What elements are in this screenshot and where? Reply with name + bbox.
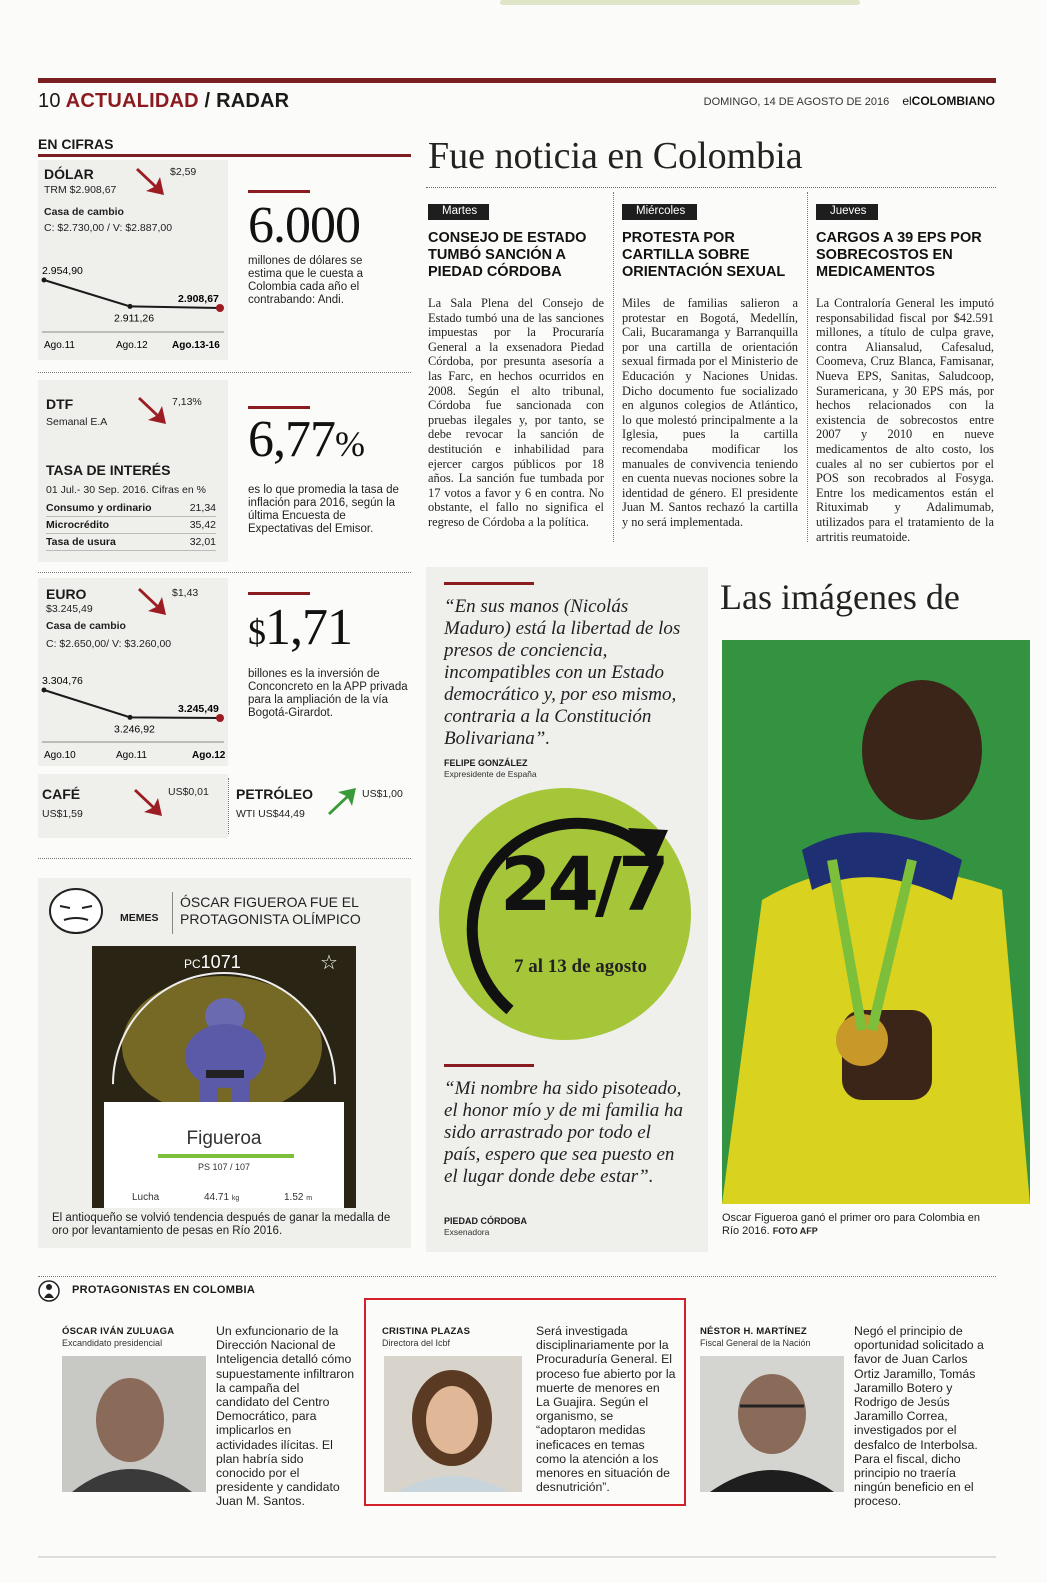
euro-change: $1,43 [172, 587, 199, 599]
meme-height-value: 1.52 [284, 1192, 304, 1203]
dolar-tick-label: Ago.11 [44, 340, 75, 351]
fue-noticia-rule [426, 187, 996, 188]
euro-data-label: 3.245,49 [178, 703, 219, 715]
news-1-body: La Sala Plena del Consejo de Estado tumbó una de las sanciones impuestas por la Procuraría General a la exsenadora Piedad Córdoba, por presunta asesoría a las Farc, en hechos ocurridos en 2008. Según el alto tribunal, Córdoba fue sancionada con pruebas ilegales y, por tanto, se debe revocar la sanción de destitución e inhabilidad para ejercer cargos públicos por 18 años. La sanción fue tumbada por 17 votos a favor y 6 en contra. No obstante, el fallo no significa el regreso de Córdoba a la política. [428, 296, 604, 529]
tasa-row-value: 21,34 [182, 500, 216, 517]
euro-value: $3.245,49 [46, 603, 93, 615]
dolar-point [42, 278, 47, 283]
dolar-casa-values: C: $2.730,00 / V: $2.887,00 [44, 222, 173, 234]
cifras-title: EN CIFRAS [38, 136, 114, 152]
meme-weight [204, 1192, 239, 1203]
stat-3-value [248, 598, 352, 657]
meme-face-icon [46, 886, 106, 936]
meme-card [92, 946, 356, 1208]
prot-3-role: Fiscal General de la Nación [700, 1338, 811, 1348]
fue-noticia-title: Fue noticia en Colombia [428, 135, 803, 177]
quote-2-bar [444, 1064, 534, 1067]
prot-1-name: ÓSCAR IVÁN ZULUAGA [62, 1326, 175, 1337]
brand-prefix: el [902, 94, 912, 108]
section-name: ACTUALIDAD [65, 90, 199, 112]
cifras-bottom-sep [38, 858, 411, 859]
news-col-sep [613, 192, 614, 542]
meme-cp-value: 1071 [200, 952, 241, 972]
table-row [46, 500, 216, 517]
news-col-sep [807, 192, 808, 542]
tasa-period: 01 Jul.- 30 Sep. 2016. Cifras en % [46, 484, 206, 496]
cifras-dotted-sep [38, 572, 411, 573]
cafe-change: US$0,01 [168, 786, 209, 798]
imagenes-title: Las imágenes de [720, 577, 960, 617]
stat-2-desc: es lo que promedia la tasa de inflación para 2016, según la última Encuesta de Expectativas del Emisor. [248, 484, 399, 535]
dolar-data-label: 2.911,26 [114, 312, 155, 325]
memes-label: MEMES [120, 912, 159, 924]
dolar-point [128, 304, 133, 309]
top-scrap [500, 0, 860, 5]
meme-type: Lucha [132, 1192, 160, 1203]
tasa-row-value: 35,42 [182, 517, 216, 534]
memes-title: ÓSCAR FIGUEROA FUE EL PROTAGONISTA OLÍMPICO [180, 894, 361, 927]
tasa-row-name: Consumo y ordinario [46, 500, 182, 517]
petroleo-up-arrow-icon [326, 786, 360, 818]
dolar-tick-label: Ago.13-16 [172, 340, 220, 351]
stat-3-number: 1,71 [265, 599, 352, 656]
euro-casa-values: C: $2.650,00/ V: $3.260,00 [46, 638, 172, 650]
memes-sep [172, 892, 173, 934]
brand [902, 94, 995, 108]
stat-3-desc: billones es la inversión de Conconcreto en la APP privada para la ampliación de la vía Bogotá-Girardot. [248, 668, 408, 719]
euro-point [128, 715, 133, 720]
table-row [46, 534, 216, 551]
quote-2-text: “Mi nombre ha sido pisoteado, el honor mío y de mi familia ha sido arrastrado por todo el país, espero que sea puesto en el lugar donde debe estar”. [444, 1078, 684, 1187]
dolar-line-chart [38, 258, 228, 358]
tasa-row-value: 32,01 [182, 534, 216, 551]
euro-down-arrow-icon [136, 585, 170, 617]
dolar-casa-label: Casa de cambio [44, 206, 124, 218]
cifras-dotted-sep [38, 372, 411, 373]
star-icon: ☆ [320, 952, 338, 974]
plazas-photo [384, 1356, 522, 1492]
table-row [46, 517, 216, 534]
day-tag-miercoles: Miércoles [622, 204, 697, 220]
stat-1-bar [248, 190, 310, 193]
dtf-down-arrow-icon [136, 394, 170, 426]
stat-2-value [248, 410, 364, 469]
quote-2-author: PIEDAD CÓRDOBA [444, 1216, 528, 1226]
stat-1-desc: millones de dólares se estima que le cuesta a Colombia cada año el contrabando: Andi. [248, 255, 364, 306]
meme-hp-bar [158, 1154, 294, 1158]
meme-ps: PS 107 / 107 [197, 1162, 251, 1172]
petroleo-value: WTI US$44,49 [236, 808, 305, 820]
dolar-data-label: 2.954,90 [42, 265, 83, 277]
martinez-photo [700, 1356, 844, 1492]
euro-point [42, 688, 47, 693]
dolar-label: DÓLAR [44, 166, 94, 182]
person-icon [38, 1280, 60, 1302]
prot-2-text: Será investigada disciplinariamente por la Procuraduría General. El proceso fue abierto por la muerte de menores en La Guajira. Según el organismo, se “adoptaron medidas ineficaces en temas como la atención a los menores en situación de desnutrición”. [536, 1324, 676, 1495]
day-tag-martes: Martes [428, 204, 489, 220]
dolar-tick-label: Ago.12 [116, 340, 148, 351]
dolar-trm: TRM $2.908,67 [44, 184, 117, 196]
stat-2-bar [248, 406, 310, 409]
euro-tick-label: Ago.11 [116, 750, 147, 761]
quote-1-author: FELIPE GONZÁLEZ [444, 758, 528, 768]
news-2-headline: PROTESTA POR CARTILLA SOBRE ORIENTACIÓN SEXUAL [622, 230, 786, 280]
cafe-sep [228, 778, 229, 834]
meme-height [284, 1192, 312, 1203]
euro-tick-label: Ago.12 [192, 750, 226, 761]
euro-point [216, 714, 224, 722]
section-header [38, 90, 289, 113]
stat-3-prefix: $ [248, 612, 265, 652]
cafe-value: US$1,59 [42, 808, 83, 820]
meme-cp [184, 952, 241, 973]
euro-casa-label: Casa de cambio [46, 620, 126, 632]
zuluaga-photo [62, 1356, 206, 1492]
euro-data-label: 3.304,76 [42, 675, 83, 687]
dtf-sub: Semanal E.A [46, 416, 108, 428]
euro-tick-label: Ago.10 [44, 750, 76, 761]
cifras-rule [38, 154, 411, 157]
news-2-body: Miles de familias salieron a protestar en Bogotá, Medellín, Cali, Bucaramanga y Barranquilla por una cartilla de orientación sexual firmada por el Ministerio de Educación y Naciones Unidas. Dicho documento fue socializado en algunos colegios de Atlántico, lo que molestó principalmente a la Iglesia, pues la cartilla recomendaba modificar los manuales de convivencia teniendo en cuenta nuevas nociones sobre la identidad de género. El presidente Juan M. Santos rechazó la cartilla y no será implementada. [622, 296, 798, 529]
section-separator: / [204, 90, 211, 112]
prot-3-name: NÉSTOR H. MARTÍNEZ [700, 1326, 807, 1337]
protagonistas-title: PROTAGONISTAS EN COLOMBIA [72, 1284, 256, 1296]
petroleo-label: PETRÓLEO [236, 786, 314, 802]
prot-dotted-top [38, 1276, 996, 1277]
euro-label: EURO [46, 586, 87, 602]
petroleo-change: US$1,00 [362, 788, 403, 800]
brand-name: COLOMBIANO [911, 94, 995, 108]
meme-weight-unit: kg [231, 1195, 240, 1202]
cafe-label: CAFÉ [42, 786, 81, 802]
tasa-table [46, 500, 216, 551]
cafe-down-arrow-icon [132, 786, 166, 818]
header-meta [704, 94, 995, 108]
tasa-row-name: Microcrédito [46, 517, 182, 534]
quote-1-text: “En sus manos (Nicolás Maduro) está la libertad de los presos de conciencia, incompatibles con un Estado democrático y, por eso mismo, contraria a la Constitución Bolivariana”. [444, 596, 681, 749]
dtf-change: 7,13% [172, 396, 202, 408]
issue-date: DOMINGO, 14 DE AGOSTO DE 2016 [703, 96, 890, 108]
euro-line-chart [38, 668, 228, 766]
prot-1-role: Excandidato presidencial [62, 1338, 163, 1348]
dtf-label: DTF [46, 396, 74, 412]
dolar-down-arrow-icon [134, 165, 168, 197]
quote-1-role: Expresidente de España [444, 769, 537, 779]
prot-2-role: Directora del Icbf [382, 1338, 451, 1348]
stat-2-number: 6,77 [248, 411, 335, 468]
quote-2-role: Exsenadora [444, 1227, 490, 1237]
stat-2-unit: % [335, 424, 364, 464]
meme-cp-label: PC [184, 957, 201, 971]
stat-1-value: 6.000 [248, 197, 360, 254]
meme-card-name: Figueroa [186, 1128, 262, 1149]
news-3-headline: CARGOS A 39 EPS POR SOBRECOSTOS EN MEDICAMENTOS [816, 230, 982, 280]
stat-3-bar [248, 592, 310, 595]
tasa-title: TASA DE INTERÉS [46, 462, 171, 478]
meme-weight-value: 44.71 [204, 1192, 230, 1203]
imagenes-credit: FOTO AFP [772, 1226, 818, 1236]
imagenes-caption [722, 1212, 992, 1238]
dolar-change: $2,59 [170, 166, 197, 178]
bottom-rule [38, 1556, 996, 1558]
machop-figure [170, 986, 280, 1106]
tasa-row-name: Tasa de usura [46, 534, 182, 551]
prot-1-text: Un exfuncionario de la Dirección Nacional de Inteligencia detalló cómo supuestamente infiltraron la campaña del candidato del Centro Democrático, para implicarlos en actividades ilícitas. El plan habría sido conocido por el presidente y candidato Juan M. Santos. [216, 1324, 355, 1509]
euro-data-label: 3.246,92 [114, 723, 155, 736]
page-number: 10 [38, 90, 61, 112]
badge-dates: 7 al 13 de agosto [514, 956, 647, 977]
imagenes-caption-text: Oscar Figueroa ganó el primer oro para Colombia en Río 2016. [722, 1212, 981, 1237]
header-rule [38, 78, 996, 83]
prot-2-name: CRISTINA PLAZAS [382, 1326, 471, 1337]
dolar-point [216, 304, 224, 312]
memes-caption: El antioqueño se volvió tendencia después de ganar la medalla de oro por levantamiento de pesas en Río 2016. [52, 1212, 391, 1237]
news-1-headline: CONSEJO DE ESTADO TUMBÓ SANCIÓN A PIEDAD CÓRDOBA [428, 230, 587, 280]
badge-main-text: 24/7 [500, 842, 666, 928]
meme-height-unit: m [306, 1195, 313, 1202]
figueroa-photo [722, 640, 1030, 1204]
day-tag-jueves: Jueves [816, 204, 878, 220]
dolar-data-label: 2.908,67 [178, 293, 219, 305]
prot-3-text: Negó el principio de oportunidad solicitado a favor de Juan Carlos Ortiz Jaramillo, Tomás Jaramillo Botero y Rodrigo de Jesús Jaramillo Correa, investigados por el desfalco de Interbolsa. Para el fiscal, dicho principio no traería ningún beneficio en el proceso. [854, 1324, 984, 1509]
subsection-name: RADAR [216, 90, 290, 112]
news-3-body: La Contraloría General les imputó responsabilidad fiscal por $42.591 millones, a título de culpa grave, contra Aliansalud, Cafesalud, Coomeva, Cruz Blanca, Famisanar, Nueva EPS, Sanitas, Saludcoop, Suramericana, y 30 EPS más, por hechos relacionados con la existencia de sobrecostos entre 2007 y 2010 en nueve medicamentos de alto costo, los cuales al no ser cubiertos por el POS son recobrados al Fosyga. Entre los medicamentos están el Rituximab y Adalimumab, utilizados para el tratamiento de la artritis reumatoide. [816, 296, 994, 544]
quote-1-bar [444, 582, 534, 585]
